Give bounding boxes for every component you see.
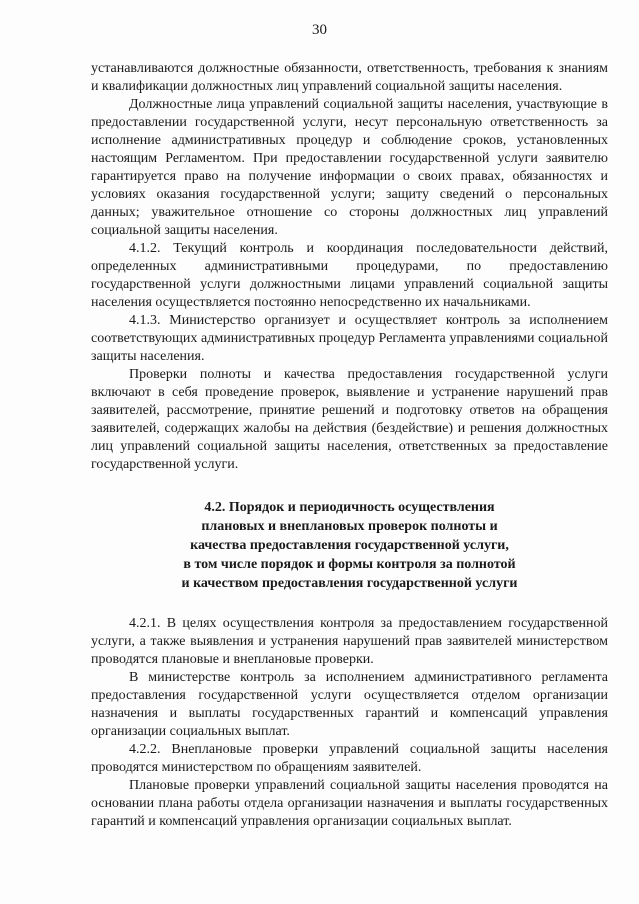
paragraph-4-1-3: 4.1.3. Министерство организует и осуществляет контроль за исполнением соответствующих административных процедур Регламента управлениями социальной защиты населения. xyxy=(91,313,608,364)
paragraph-inspections-scope: Проверки полноты и качества предоставления государственной услуги включают в себя проведение проверок, выявление и устранение нарушений прав заявителей, рассмотрение, принятие решений и подготовку ответов на обращения заявителей, содержащих жалобы на действия (бездействие) и решения должностных лиц управлений социальной защиты населения, ответственных за предоставление государственной услуги. xyxy=(91,367,608,472)
page-number: 30 xyxy=(312,22,327,38)
document-body xyxy=(91,60,608,831)
section-heading-4-2 xyxy=(91,498,608,593)
paragraph-planned-inspections: Плановые проверки управлений социальной защиты населения проводятся на основании плана работы отдела организации назначения и выплаты государственных гарантий и компенсаций управления организации социальных выплат. xyxy=(91,778,608,829)
heading-line: качества предоставления государственной услуги, xyxy=(190,538,509,553)
paragraph-officials-responsibility: Должностные лица управлений социальной защиты населения, участвующие в предоставлении государственной услуги, несут персональную ответственность за исполнение административных процедур и соблюдение сроков, установленных настоящим Регламентом. При предоставлении государственной услуги заявителю гарантируется право на получение информации о своих правах, обязанностях и условиях оказания государственной услуги; защиту сведений о персональных данных; уважительное отношение со стороны должностных лиц управлений социальной защиты населения. xyxy=(91,97,608,238)
paragraph-4-1-2: 4.1.2. Текущий контроль и координация последовательности действий, определенных административными процедурами, по предоставлению государственной услуги должностными лицами управлений социальной защиты населения осуществляется постоянно непосредственно их начальниками. xyxy=(91,241,608,310)
paragraph-4-2-2: 4.2.2. Внеплановые проверки управлений социальной защиты населения проводятся министерством по обращениям заявителей. xyxy=(91,742,608,775)
heading-line: в том числе порядок и формы контроля за полнотой xyxy=(183,557,516,572)
paragraph-4-2-1: 4.2.1. В целях осуществления контроля за предоставлением государственной услуги, а также выявления и устранения нарушений прав заявителей министерством проводятся плановые и внеплановые проверки. xyxy=(91,616,608,667)
paragraph-continuation: устанавливаются должностные обязанности, ответственность, требования к знаниям и квалификации должностных лиц управлений социальной защиты населения. xyxy=(91,61,608,94)
heading-line: 4.2. Порядок и периодичность осуществления xyxy=(204,500,495,515)
paragraph-ministry-control: В министерстве контроль за исполнением административного регламента предоставления государственной услуги осуществляется отделом организации назначения и выплаты государственных гарантий и компенсаций управления организации социальных выплат. xyxy=(91,670,608,739)
heading-line: плановых и внеплановых проверок полноты и xyxy=(201,519,498,534)
heading-line: и качеством предоставления государственной услуги xyxy=(181,576,518,591)
